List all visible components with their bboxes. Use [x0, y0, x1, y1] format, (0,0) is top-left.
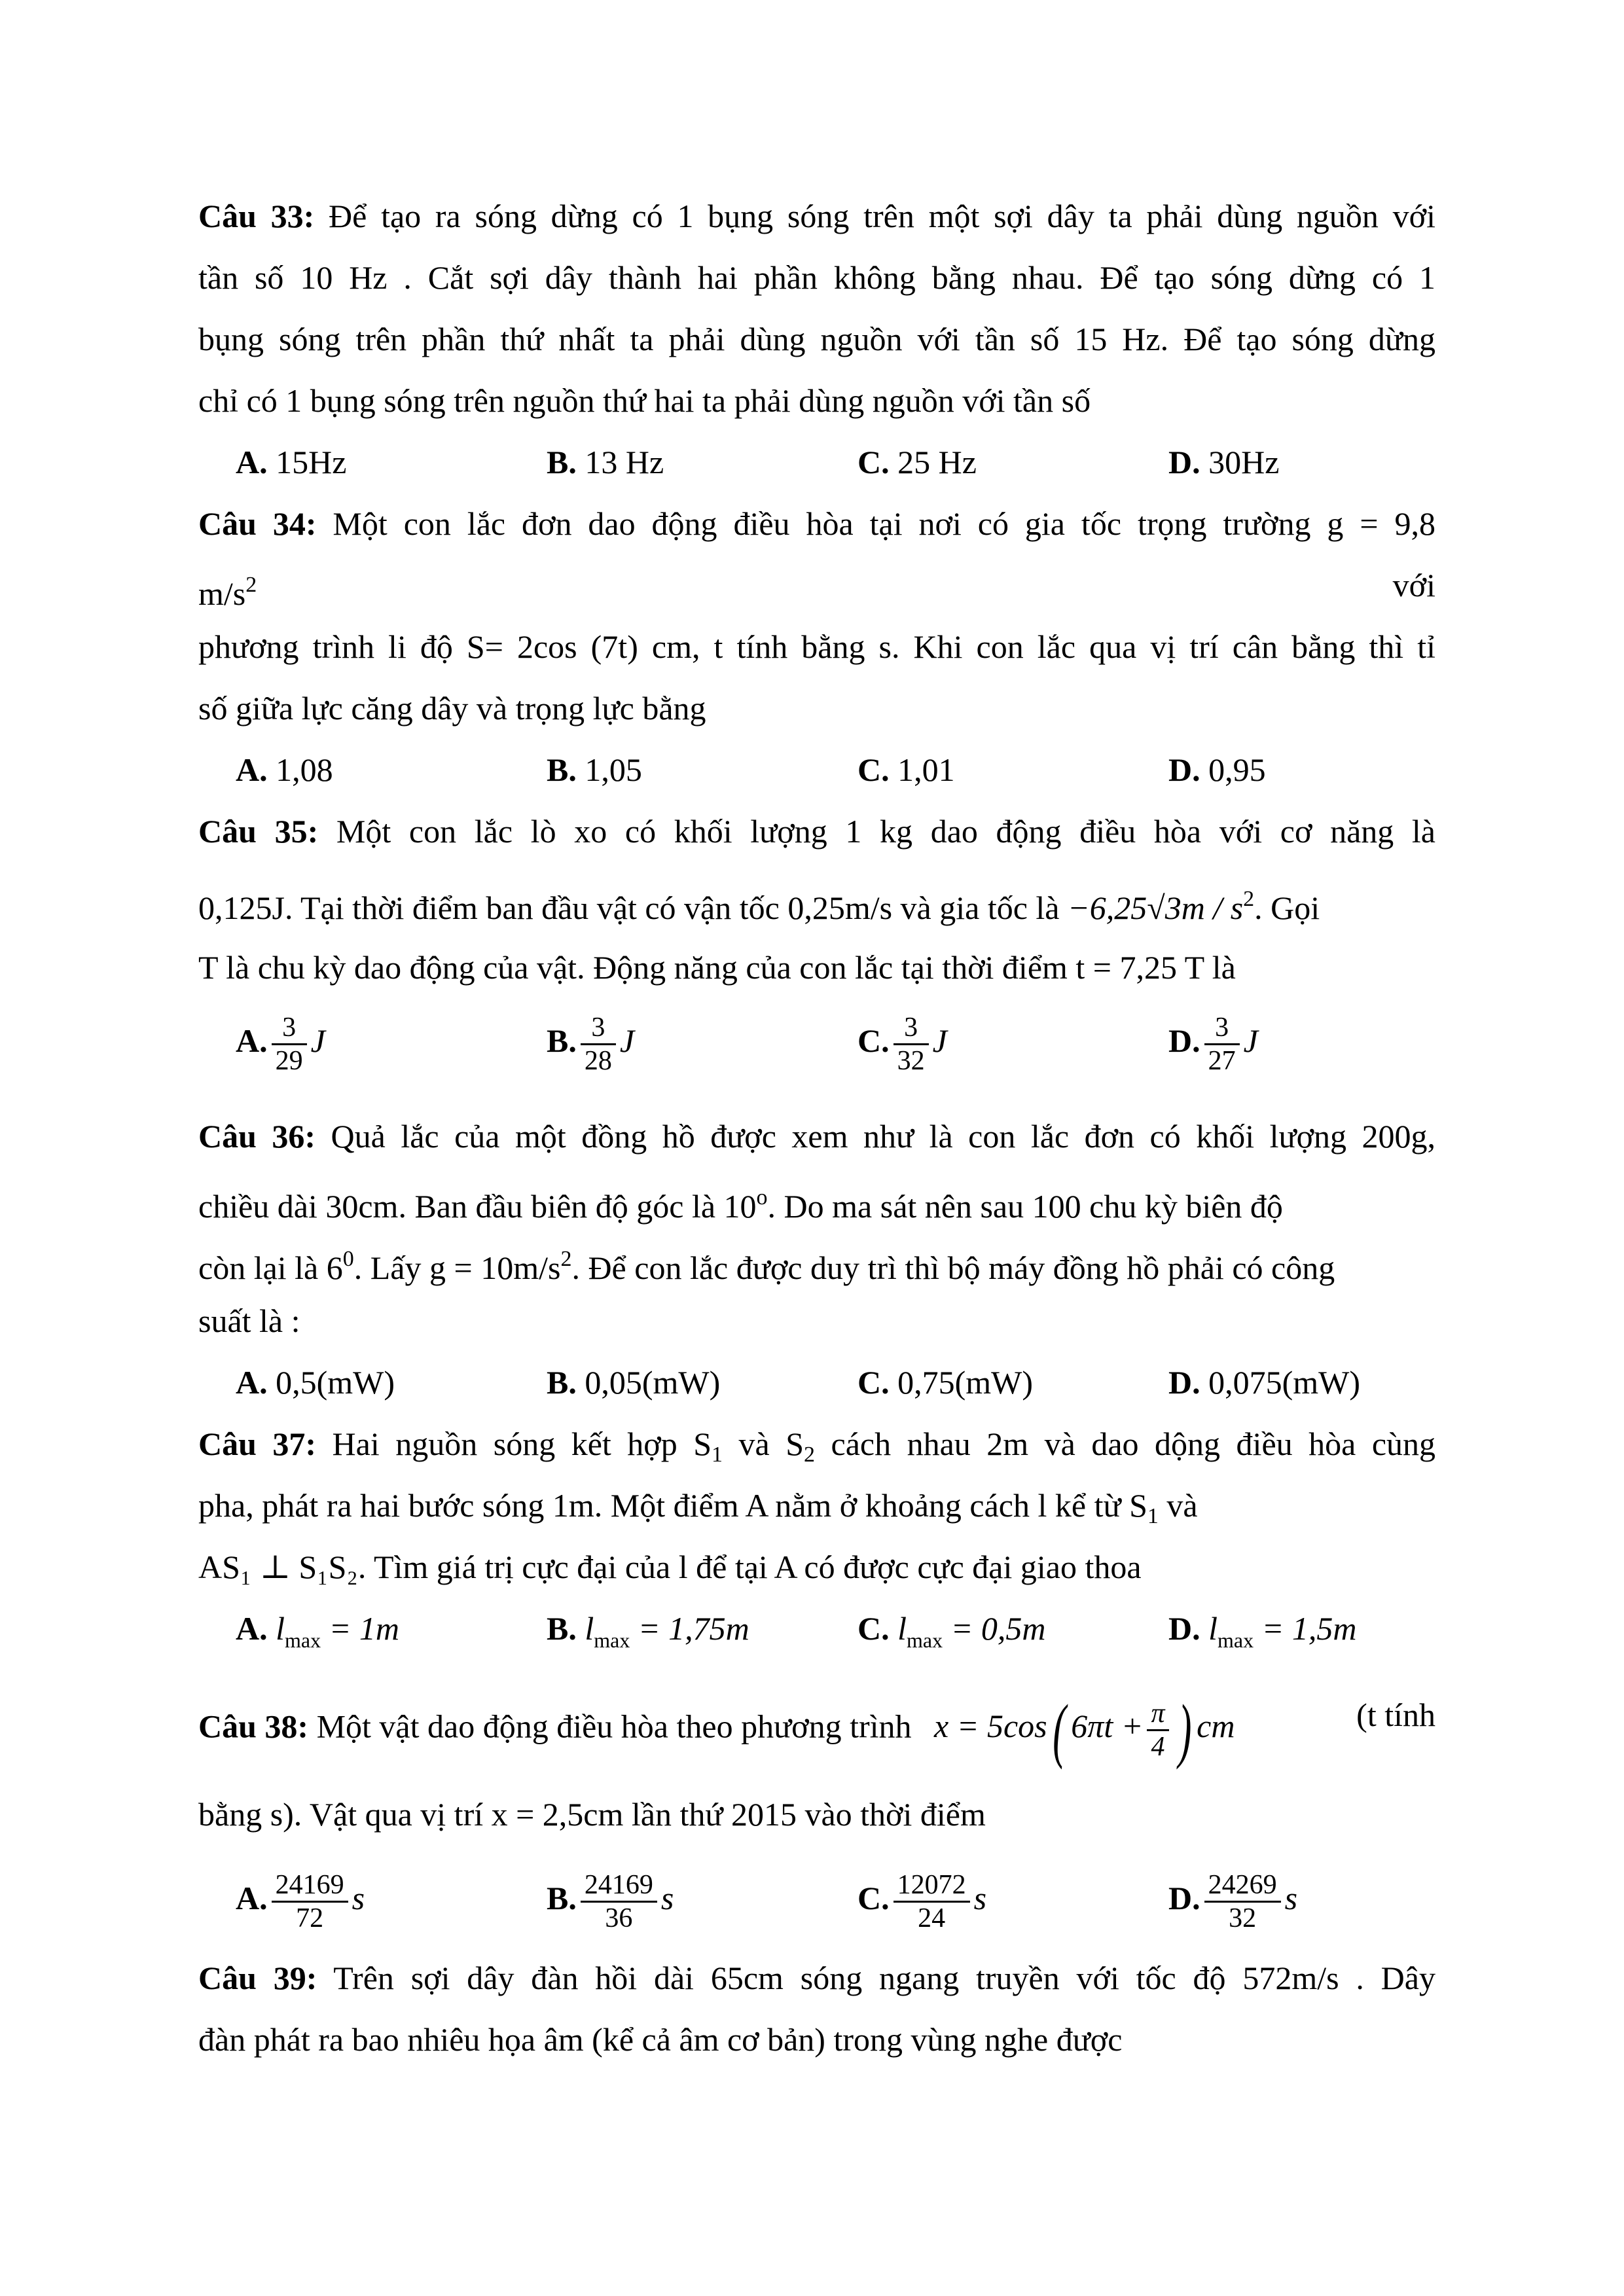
q33-option-d: D. 30Hz — [1168, 444, 1280, 480]
q39-line1: Câu 39: Trên sợi dây đàn hồi dài 65cm sóng ngang truyền với tốc độ 572m/s . Dây — [198, 1960, 1435, 1996]
q33-line4: chỉ có 1 bụng sóng trên nguồn thứ hai ta phải dùng nguồn với tần số — [198, 382, 1091, 419]
q37-line3: AS₁ ⊥ S₁S₂. Tìm giá trị cực đại của l để tại A có được cực đại giao thoa — [198, 1549, 1142, 1585]
q34-line2: $m/s^2$ với — [198, 567, 1435, 612]
q37-option-d: D. $l_{max} = 1,5m$ — [1168, 1610, 1357, 1652]
q38-line2: bằng s). Vật qua vị trí x = 2,5cm lần thứ 2015 vào thời điểm — [198, 1796, 986, 1833]
q35-option-d: D. $\frac{3}{27}$ J — [1168, 1013, 1258, 1076]
q36-line2: chiều dài 30cm. Ban đầu biên độ góc là 10$^o$. Do ma sát nên sau 100 chu kỳ biên độ — [198, 1185, 1283, 1225]
q37-option-a: A. $l_{max} = 1m$ — [236, 1610, 399, 1652]
q35-line1: Câu 35: Một con lắc lò xo có khối lượng 1 kg dao động điều hòa với cơ năng là — [198, 813, 1435, 850]
q38-option-a: A. $\frac{24169}{72}$ s — [236, 1870, 365, 1933]
q36-option-c: C. 0,75(mW) — [857, 1364, 1033, 1401]
q34-line4: số giữa lực căng dây và trọng lực bằng — [198, 690, 706, 726]
q34-option-d: D. 0,95 — [1168, 751, 1266, 788]
q33-line1: Câu 33: Để tạo ra sóng dừng có 1 bụng sóng trên một sợi dây ta phải dùng nguồn với — [198, 198, 1435, 234]
q33-option-b: B. 13 Hz — [547, 444, 664, 480]
q36-option-d: D. 0,075(mW) — [1168, 1364, 1360, 1401]
q38-option-d: D. $\frac{24269}{32}$ s — [1168, 1870, 1298, 1933]
q35-line3: T là chu kỳ dao động của vật. Động năng của con lắc tại thời điểm t = 7,25 T là — [198, 949, 1236, 986]
q35-option-a: A. $\frac{3}{29}$ J — [236, 1013, 325, 1076]
q34-line3: phương trình li độ S= 2cos (7t) cm, t tính bằng s. Khi con lắc qua vị trí cân bằng thì tỉ — [198, 628, 1435, 665]
q34-option-b: B. 1,05 — [547, 751, 642, 788]
q36-line1: Câu 36: Quả lắc của một đồng hồ được xem như là con lắc đơn có khối lượng 200g, — [198, 1118, 1435, 1155]
q37-line1: Câu 37: Hai nguồn sóng kết hợp $S_1$ và $S_2$ cách nhau 2m và dao dộng điều hòa cùng — [198, 1426, 1436, 1467]
q37-line2: pha, phát ra hai bước sóng 1m. Một điểm A nằm ở khoảng cách l kể từ $S_1$ và — [198, 1487, 1198, 1528]
q35-option-c: C. $\frac{3}{32}$ J — [857, 1013, 947, 1076]
q34-line1: Câu 34: Một con lắc đơn dao động điều hòa tại nơi có gia tốc trọng trường g = 9,8 — [198, 505, 1435, 542]
q33-line2: tần số 10 Hz . Cắt sợi dây thành hai phần không bằng nhau. Để tạo sóng dừng có 1 — [198, 259, 1435, 296]
q37-option-c: C. $l_{max} = 0,5m$ — [857, 1610, 1046, 1652]
q33-option-c: C. 25 Hz — [857, 444, 977, 480]
q33-option-a: A. 15Hz — [236, 444, 347, 480]
q35-option-b: B. $\frac{3}{28}$ J — [547, 1013, 635, 1076]
q34-option-c: C. 1,01 — [857, 751, 955, 788]
q36-line4: suất là : — [198, 1302, 300, 1339]
equation: x = 5cos( 6πt + $\frac{\pi}{4}$ ) cm — [934, 1690, 1235, 1770]
q38-option-c: C. $\frac{12072}{24}$ s — [857, 1870, 987, 1933]
q36-option-a: A. 0,5(mW) — [236, 1364, 395, 1401]
q38-line1: Câu 38: Một vật dao động điều hòa theo phương trình x = 5cos( 6πt + $\frac{\pi}{4}$ ) cm (t tính — [198, 1690, 1435, 1770]
q34-option-a: A. 1,08 — [236, 751, 333, 788]
q39-line2: đàn phát ra bao nhiêu họa âm (kể cả âm cơ bản) trong vùng nghe được — [198, 2021, 1123, 2058]
q35-line2: 0,125J. Tại thời điểm ban đầu vật có vận tốc 0,25m/s và gia tốc là $-6,25√3m / s^2$. Gọi — [198, 887, 1320, 926]
q36-line3: còn lại là $6^0$. Lấy $g = 10m/s^2$. Để con lắc được duy trì thì bộ máy đồng hồ phải có công — [198, 1247, 1335, 1286]
q38-option-b: B. $\frac{24169}{36}$ s — [547, 1870, 674, 1933]
q36-option-b: B. 0,05(mW) — [547, 1364, 721, 1401]
acceleration-value: −6,25√3m / s — [1068, 889, 1244, 926]
q37-option-b: B. $l_{max} = 1,75m$ — [547, 1610, 749, 1652]
q33-line3: bụng sóng trên phần thứ nhất ta phải dùng nguồn với tần số 15 Hz. Để tạo sóng dừng — [198, 321, 1435, 357]
